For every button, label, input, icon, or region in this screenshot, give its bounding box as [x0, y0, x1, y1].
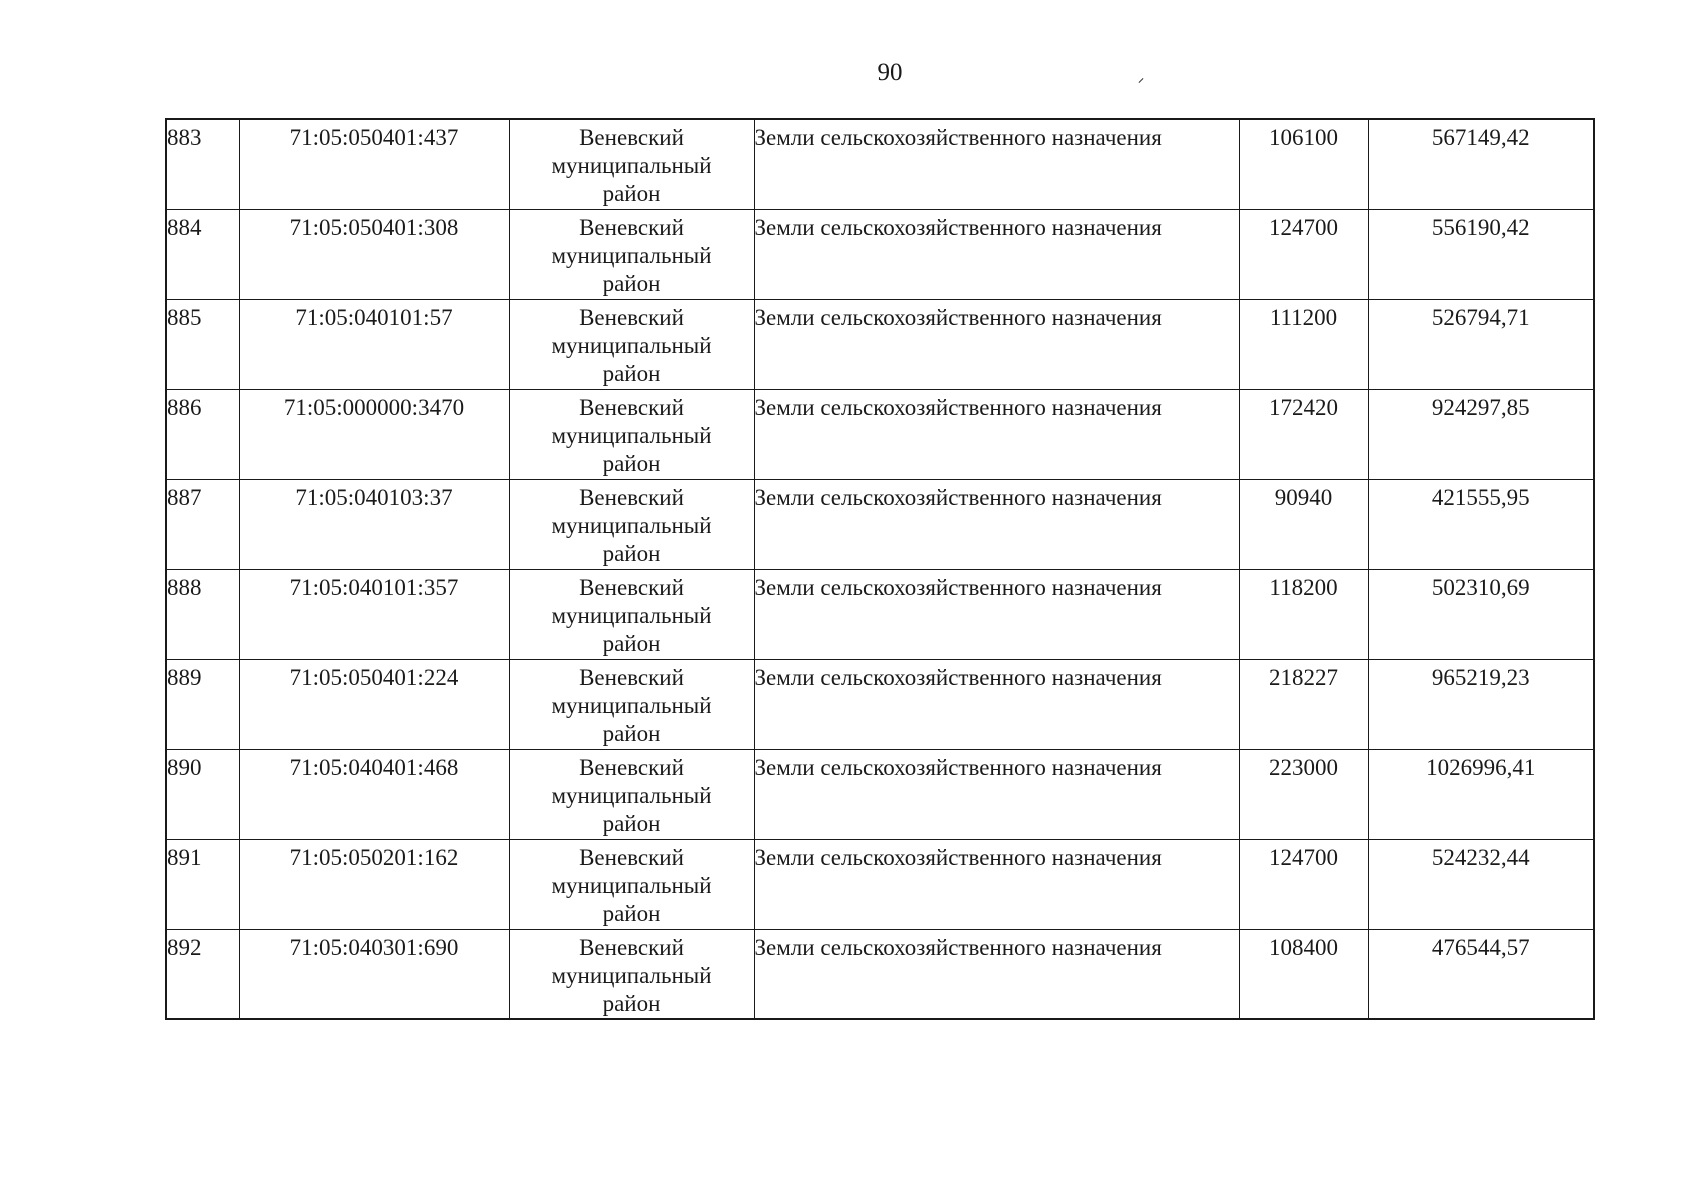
municipality-line: район: [602, 720, 661, 746]
municipality-line: Веневский: [579, 844, 684, 870]
table-row: [166, 209, 1594, 299]
table-row: [166, 929, 1594, 1019]
municipality-line: район: [602, 990, 661, 1016]
municipality-line: Веневский: [579, 304, 684, 330]
land-category-cell: Земли сельскохозяйственного назначения: [754, 929, 1239, 1019]
area-cell: 172420: [1239, 389, 1368, 479]
area-cell: 223000: [1239, 749, 1368, 839]
page-number: 90: [877, 59, 903, 86]
land-category-cell: Земли сельскохозяйственного назначения: [754, 389, 1239, 479]
municipality-cell: [509, 569, 754, 659]
row-number-cell: 891: [166, 839, 239, 929]
municipality-line: район: [602, 270, 661, 296]
land-category-cell: Земли сельскохозяйственного назначения: [754, 209, 1239, 299]
cadastral-value-cell: 502310,69: [1368, 569, 1594, 659]
municipality-cell: [509, 749, 754, 839]
row-number-cell: 892: [166, 929, 239, 1019]
municipality-line: Веневский: [579, 125, 684, 150]
municipality-cell: [509, 299, 754, 389]
table-row: [166, 569, 1594, 659]
municipality-cell: [509, 479, 754, 569]
municipality-line: Веневский: [579, 484, 684, 510]
cadastral-value-cell: 965219,23: [1368, 659, 1594, 749]
cadastral-number-cell: 71:05:040401:468: [239, 749, 509, 839]
cadastral-number-cell: 71:05:040101:57: [239, 299, 509, 389]
table-body: [166, 119, 1594, 1019]
area-cell: 108400: [1239, 929, 1368, 1019]
municipality-line: Веневский: [579, 394, 684, 420]
cadastral-number-cell: 71:05:040103:37: [239, 479, 509, 569]
table-row: [166, 119, 1594, 209]
land-registry-table: [165, 118, 1595, 1020]
area-cell: 90940: [1239, 479, 1368, 569]
cadastral-number-cell: 71:05:000000:3470: [239, 389, 509, 479]
row-number-cell: 890: [166, 749, 239, 839]
municipality-cell: [509, 389, 754, 479]
land-category-cell: Земли сельскохозяйственного назначения: [754, 749, 1239, 839]
cadastral-value-cell: 924297,85: [1368, 389, 1594, 479]
table-row: [166, 389, 1594, 479]
municipality-line: район: [602, 181, 661, 206]
cadastral-value-cell: 476544,57: [1368, 929, 1594, 1019]
row-number-cell: 889: [166, 659, 239, 749]
municipality-line: муниципальный: [551, 602, 712, 628]
cadastral-number-cell: 71:05:050401:308: [239, 209, 509, 299]
municipality-line: муниципальный: [551, 692, 712, 718]
municipality-cell: [509, 659, 754, 749]
municipality-line: район: [602, 450, 661, 476]
cadastral-value-cell: 421555,95: [1368, 479, 1594, 569]
municipality-line: муниципальный: [551, 872, 712, 898]
municipality-line: муниципальный: [551, 782, 712, 808]
municipality-line: район: [602, 900, 661, 926]
row-number-cell: 884: [166, 209, 239, 299]
cadastral-number-cell: 71:05:040101:357: [239, 569, 509, 659]
land-category-cell: Земли сельскохозяйственного назначения: [754, 119, 1239, 209]
land-category-cell: Земли сельскохозяйственного назначения: [754, 479, 1239, 569]
cadastral-value-cell: 1026996,41: [1368, 749, 1594, 839]
cadastral-number-cell: 71:05:050401:224: [239, 659, 509, 749]
municipality-line: Веневский: [579, 214, 684, 240]
municipality-line: муниципальный: [551, 512, 712, 538]
cadastral-value-cell: 526794,71: [1368, 299, 1594, 389]
cadastral-value-cell: 556190,42: [1368, 209, 1594, 299]
municipality-cell: [509, 209, 754, 299]
table-row: [166, 839, 1594, 929]
municipality-cell: [509, 929, 754, 1019]
municipality-cell: [509, 839, 754, 929]
cadastral-number-cell: 71:05:050401:437: [239, 119, 509, 209]
cadastral-number-cell: 71:05:050201:162: [239, 839, 509, 929]
municipality-line: район: [602, 540, 661, 566]
table-row: [166, 479, 1594, 569]
municipality-line: Веневский: [579, 574, 684, 600]
row-number-cell: 885: [166, 299, 239, 389]
municipality-line: муниципальный: [551, 332, 712, 358]
municipality-line: район: [602, 810, 661, 836]
land-category-cell: Земли сельскохозяйственного назначения: [754, 299, 1239, 389]
land-category-cell: Земли сельскохозяйственного назначения: [754, 659, 1239, 749]
row-number-cell: 887: [166, 479, 239, 569]
area-cell: 124700: [1239, 839, 1368, 929]
municipality-line: муниципальный: [551, 153, 712, 178]
table-row: [166, 659, 1594, 749]
row-number-cell: 888: [166, 569, 239, 659]
table-row: [166, 749, 1594, 839]
cadastral-number-cell: 71:05:040301:690: [239, 929, 509, 1019]
area-cell: 218227: [1239, 659, 1368, 749]
municipality-line: муниципальный: [551, 962, 712, 988]
area-cell: 111200: [1239, 299, 1368, 389]
municipality-line: Веневский: [579, 754, 684, 780]
municipality-cell: [509, 119, 754, 209]
land-category-cell: Земли сельскохозяйственного назначения: [754, 569, 1239, 659]
cadastral-value-cell: 567149,42: [1368, 119, 1594, 209]
area-cell: 118200: [1239, 569, 1368, 659]
area-cell: 124700: [1239, 209, 1368, 299]
municipality-line: Веневский: [579, 934, 684, 960]
municipality-line: район: [602, 360, 661, 386]
row-number-cell: 886: [166, 389, 239, 479]
municipality-line: муниципальный: [551, 422, 712, 448]
municipality-line: Веневский: [579, 664, 684, 690]
area-cell: 106100: [1239, 119, 1368, 209]
land-category-cell: Земли сельскохозяйственного назначения: [754, 839, 1239, 929]
row-number-cell: 883: [166, 119, 239, 209]
municipality-line: муниципальный: [551, 242, 712, 268]
table-row: [166, 299, 1594, 389]
municipality-line: район: [602, 630, 661, 656]
cadastral-value-cell: 524232,44: [1368, 839, 1594, 929]
